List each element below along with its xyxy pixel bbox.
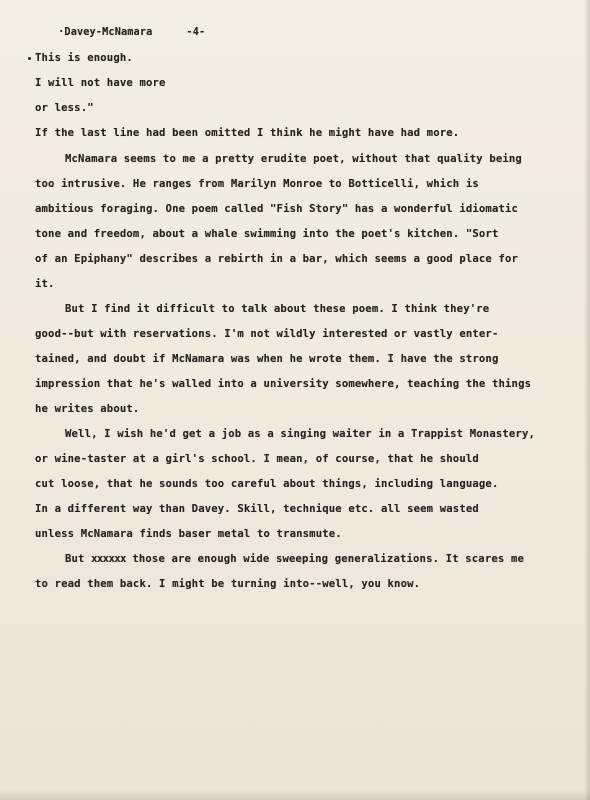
text-line: This is enough. bbox=[35, 52, 133, 64]
struck-out-text: xxxxxx bbox=[91, 553, 126, 565]
text-line: Well, I wish he'd get a job as a singing waiter in a Trappist Monastery, bbox=[65, 428, 536, 440]
line-rest: those are enough wide sweeping generalizations. It scares me bbox=[132, 553, 525, 565]
page-number: -4- bbox=[186, 27, 206, 38]
text-line: In a different way than Davey. Skill, technique etc. all seem wasted bbox=[35, 503, 479, 515]
text-line: If the last line had been omitted I think he might have had more. bbox=[35, 127, 460, 139]
text-line: good--but with reservations. I'm not wildly interested or vastly enter- bbox=[35, 328, 499, 340]
page-bottom-shadow bbox=[0, 790, 590, 800]
margin-mark bbox=[28, 57, 31, 60]
header-title: ·Davey-McNamara bbox=[58, 27, 153, 38]
line-start: But bbox=[65, 553, 85, 565]
page-edge-shadow bbox=[584, 0, 590, 800]
text-line: impression that he's walled into a university somewhere, teaching the things bbox=[35, 378, 532, 390]
text-line: tone and freedom, about a whale swimming into the poet's kitchen. "Sort bbox=[35, 228, 499, 240]
text-line bbox=[65, 552, 524, 566]
text-line: I will not have more bbox=[35, 77, 166, 89]
text-line: of an Epiphany" describes a rebirth in a bar, which seems a good place for bbox=[35, 253, 519, 265]
text-line: it. bbox=[35, 278, 55, 290]
text-line: ambitious foraging. One poem called "Fish Story" has a wonderful idiomatic bbox=[35, 203, 519, 215]
text-line: or less." bbox=[35, 102, 94, 114]
text-line: unless McNamara finds baser metal to transmute. bbox=[35, 528, 342, 540]
text-line: cut loose, that he sounds too careful about things, including language. bbox=[35, 478, 499, 490]
text-line: tained, and doubt if McNamara was when he wrote them. I have the strong bbox=[35, 353, 499, 365]
text-line: But I find it difficult to talk about these poem. I think they're bbox=[65, 303, 490, 315]
text-line: McNamara seems to me a pretty erudite poet, without that quality being bbox=[65, 153, 522, 165]
text-line: to read them back. I might be turning into--well, you know. bbox=[35, 578, 421, 590]
text-line: or wine-taster at a girl's school. I mean, of course, that he should bbox=[35, 453, 479, 465]
page-header bbox=[33, 12, 205, 54]
text-line: too intrusive. He ranges from Marilyn Monroe to Botticelli, which is bbox=[35, 178, 479, 190]
text-line: he writes about. bbox=[35, 403, 140, 415]
